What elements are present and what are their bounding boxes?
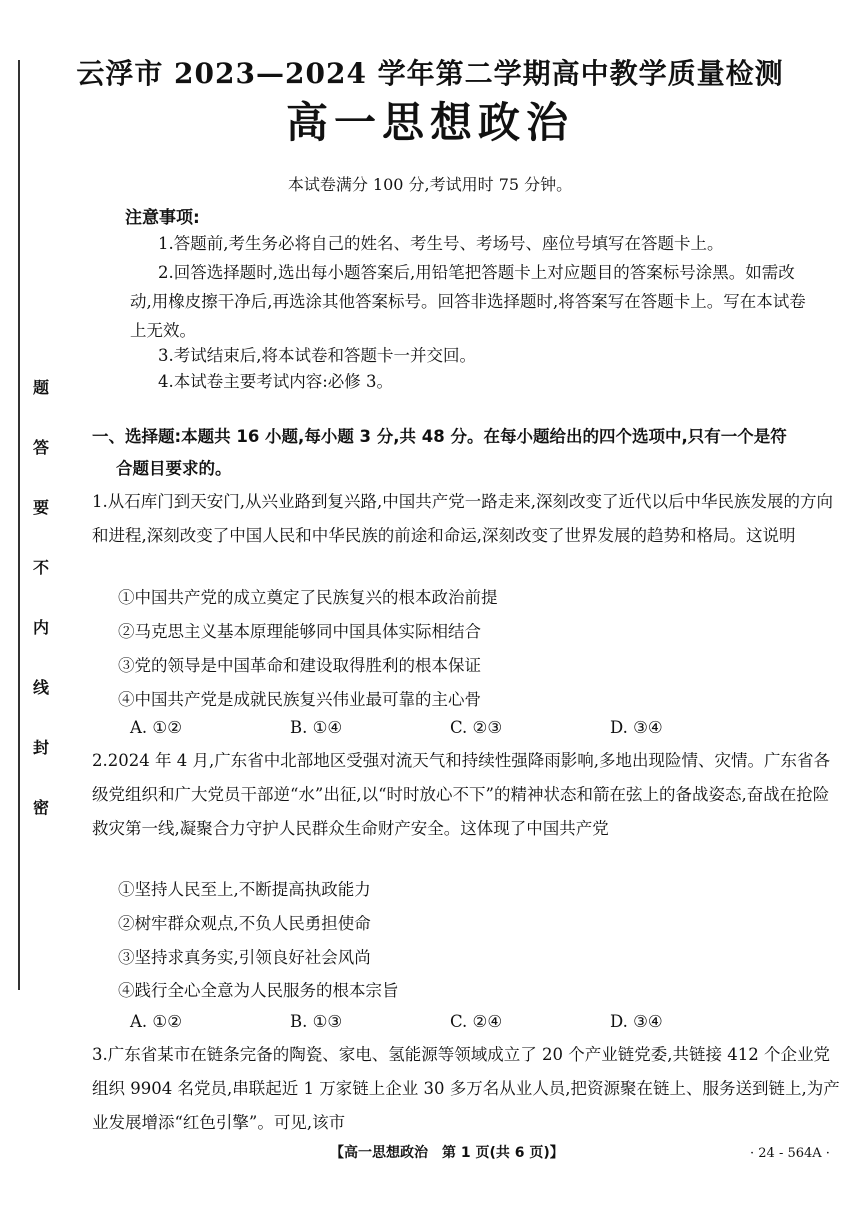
seal-char: 答: [32, 438, 49, 457]
notice-item-2: 2.回答选择题时,选出每小题答案后,用铅笔把答题卡上对应题目的答案标号涂黑。如需改动,用橡皮擦干净后,再选涂其他答案标号。回答非选择题时,将答案写在答题卡上。写在本试卷上无效。: [130, 263, 806, 340]
page-footer: 【高一思想政治 第 1 页(共 6 页)】: [330, 1145, 564, 1161]
question-3-stem: 3.广东省某市在链条完备的陶瓷、家电、氢能源等领域成立了 20 个产业链党委,共链接 412 个企业党组织 9904 名党员,串联起近 1 万家链上企业 30 多万名从业人员,把资源聚在链上、服务送到链上,为产业发展增添“红色引擎”。可见,该市: [92, 1045, 840, 1132]
seal-char: 密: [32, 798, 49, 817]
notice-item-4: 4.本试卷主要考试内容:必修 3。: [158, 372, 394, 391]
exam-title: 云浮市 2023—2024 学年第二学期高中教学质量检测: [76, 57, 784, 90]
q2-statement-1: ①坚持人民至上,不断提高执政能力: [118, 880, 371, 899]
question-2-stem: 2.2024 年 4 月,广东省中北部地区受强对流天气和持续性强降雨影响,多地出现险情、灾情。广东省各级党组织和广大党员干部逆“水”出征,以“时时放心不下”的精神状态和箭在弦上的备战姿态,奋战在抢险救灾第一线,凝聚合力守护人民群众生命财产安全。这体现了中国共产党: [92, 751, 830, 838]
q1-statement-1: ①中国共产党的成立奠定了民族复兴的根本政治前提: [118, 588, 498, 607]
section-heading: [92, 421, 840, 485]
section-heading-line1: 一、选择题:本题共 16 小题,每小题 3 分,共 48 分。在每小题给出的四个选项中,只有一个是符: [92, 427, 787, 446]
seal-char: 内: [32, 618, 49, 637]
binding-margin-line: [18, 60, 20, 990]
q1-choice-a: A. ①②: [130, 718, 182, 737]
notice-heading: 注意事项:: [125, 208, 200, 228]
q1-statement-4: ④中国共产党是成就民族复兴伟业最可靠的主心骨: [118, 690, 481, 709]
q2-choice-b: B. ①③: [290, 1012, 343, 1031]
q2-choice-c: C. ②④: [450, 1012, 503, 1031]
exam-info: 本试卷满分 100 分,考试用时 75 分钟。: [287, 175, 573, 194]
q1-choice-d: D. ③④: [610, 718, 663, 737]
q2-statement-4: ④践行全心全意为人民服务的根本宗旨: [118, 981, 399, 1000]
question-1-stem: 1.从石库门到天安门,从兴业路到复兴路,中国共产党一路走来,深刻改变了近代以后中华民族发展的方向和进程,深刻改变了中国人民和中华民族的前途和命运,深刻改变了世界发展的趋势和格局。这说明: [92, 492, 833, 545]
seal-char: 不: [32, 558, 49, 577]
q2-statement-2: ②树牢群众观点,不负人民勇担使命: [118, 914, 371, 933]
seal-char: 题: [32, 378, 49, 397]
q2-choice-a: A. ①②: [130, 1012, 182, 1031]
q2-choices: [130, 1012, 770, 1031]
margin-seal-text: [28, 380, 54, 860]
q1-choice-c: C. ②③: [450, 718, 503, 737]
q1-statement-2: ②马克思主义基本原理能够同中国具体实际相结合: [118, 622, 481, 641]
q2-choice-d: D. ③④: [610, 1012, 663, 1031]
seal-char: 封: [32, 738, 49, 757]
seal-char: 要: [32, 498, 49, 517]
notice-item-1: 1.答题前,考生务必将自己的姓名、考生号、考场号、座位号填写在答题卡上。: [158, 234, 724, 253]
seal-char: 线: [32, 678, 49, 697]
paper-code: · 24 - 564A ·: [750, 1146, 830, 1161]
q1-choice-b: B. ①④: [290, 718, 343, 737]
section-heading-line2: 合题目要求的。: [116, 459, 232, 478]
q2-statement-3: ③坚持求真务实,引领良好社会风尚: [118, 948, 371, 967]
notice-item-3: 3.考试结束后,将本试卷和答题卡一并交回。: [158, 346, 476, 365]
q1-statement-3: ③党的领导是中国革命和建设取得胜利的根本保证: [118, 656, 481, 675]
subject-title: 高一思想政治: [285, 98, 574, 147]
q1-choices: [130, 718, 770, 737]
